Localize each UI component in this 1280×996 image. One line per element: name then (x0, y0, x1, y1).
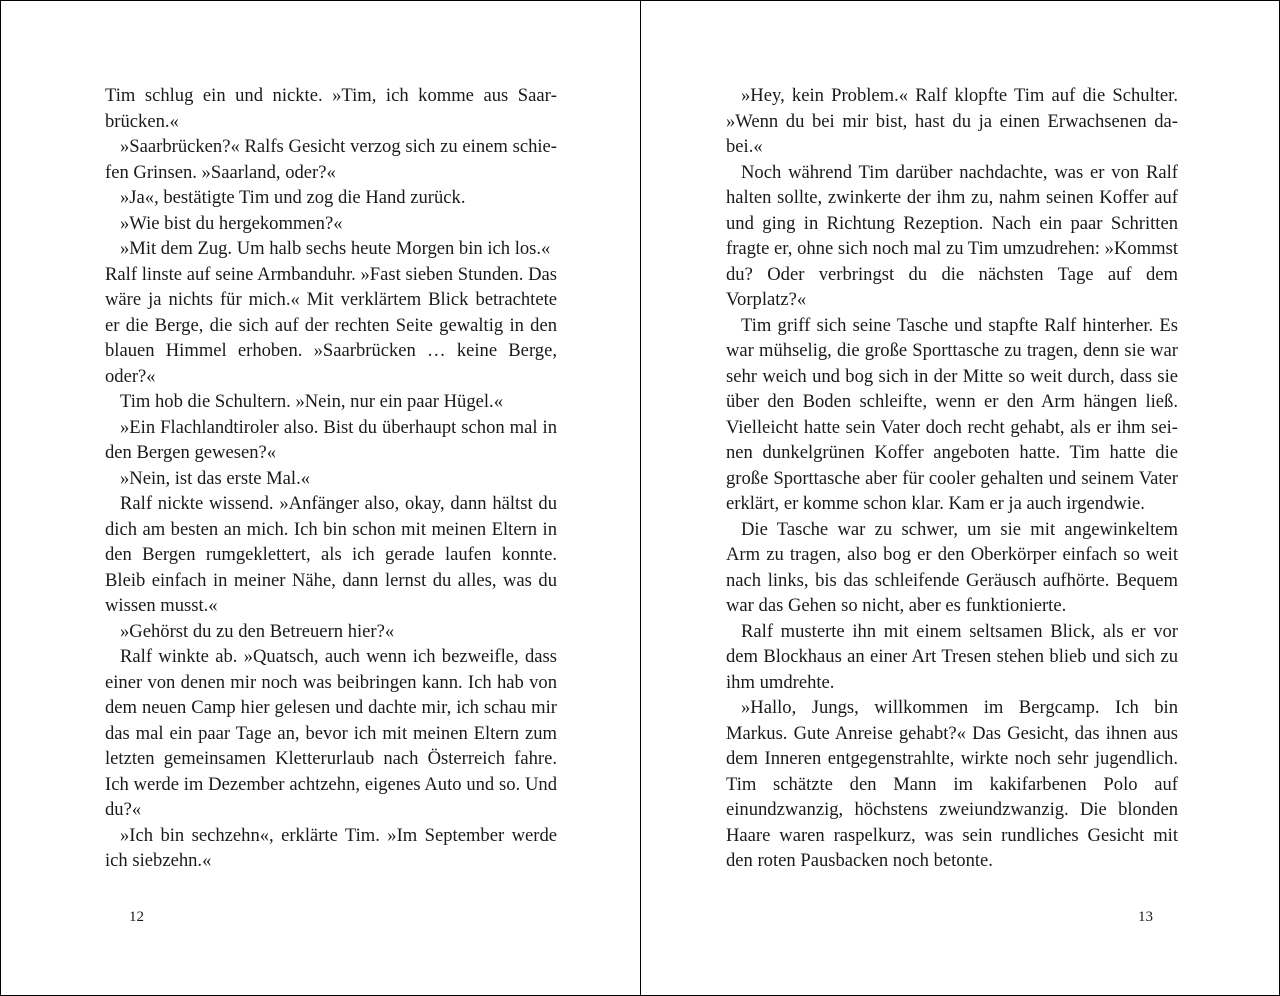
paragraph: »Wie bist du hergekommen?« (120, 212, 343, 234)
paragraph: Tim schlug ein und nickte. »Tim, ich komme aus Saarbrücken.« (105, 85, 557, 132)
paragraph: »Gehörst du zu den Betreuern hier?« (120, 620, 395, 642)
paragraph: Noch während Tim darüber nachdachte, was er von Ralf halten sollte, zwinkerte der ihm zu, nahm seinen Koffer auf und ging in Richtung Rezeption. Nach ein paar Schritten fragte er, ohne sich noch mal zu Tim umzudrehen: »Kommst du? Oder verbringst du die nächsten Tage auf dem Vorplatz?« (726, 161, 1178, 310)
right-page (640, 0, 1280, 996)
paragraph: »Ich bin sechzehn«, erklärte Tim. »Im September werde ich siebzehn.« (105, 824, 557, 871)
paragraph: »Mit dem Zug. Um halb sechs heute Morgen bin ich los.« (120, 238, 551, 259)
paragraph: Tim hob die Schultern. »Nein, nur ein paar Hügel.« (120, 391, 504, 412)
paragraph: Tim griff sich seine Tasche und stapfte Ralf hinterher. Es war mühselig, die große Sporttasche zu tragen, denn sie war sehr weich und bog sich in der Mitte so weit durch, dass sie über den Boden schleifte, wenn er den Arm hängen ließ. Vielleicht hatte sein Vater doch recht gehabt, als er ihm seinen dunkelgrünen Koffer angeboten hatte. Tim hatte die große Sporttasche aber für cooler gehalten und seinem Vater erklärt, er komme schon klar. Kam er ja auch irgendwie. (726, 314, 1178, 514)
paragraph: »Ein Flachlandtiroler also. Bist du überhaupt schon mal in den Bergen gewesen?« (105, 416, 557, 463)
paragraph: »Hey, kein Problem.« Ralf klopfte Tim auf die Schulter. »Wenn du bei mir bist, hast du ja einen Erwachsenen dabei.« (726, 85, 1178, 157)
paragraph: Ralf winkte ab. »Quatsch, auch wenn ich bezweifle, dass einer von denen mir noch was beibringen kann. Ich hab von dem neuen Camp hier gelesen und dachte mir, ich schau mir das mal ein paar Tage an, bevor ich mit meinen Eltern zum letzten gemeinsamen Kletterurlaub nach Österreich fahre. Ich werde im Dezember achtzehn, eigenes Auto und so. Und du?« (105, 646, 557, 820)
page-number: 13 (1138, 909, 1153, 925)
paragraph: Ralf nickte wissend. »Anfänger also, okay, dann hältst du dich am besten an mich. Ich bin schon mit meinen Eltern in den Bergen rumgeklettert, als ich gerade laufen konnte. Bleib einfach in meiner Nähe, dann lernst du alles, was du wissen musst.« (105, 493, 557, 616)
paragraph: »Ja«, bestätigte Tim und zog die Hand zurück. (120, 187, 466, 208)
page-number: 12 (129, 909, 144, 925)
paragraph: »Saarbrücken?« Ralfs Gesicht verzog sich zu einem schiefen Grinsen. »Saarland, oder?« (105, 136, 557, 183)
paragraph: Ralf linste auf seine Armbanduhr. »Fast sieben Stunden. Das wäre ja nichts für mich.« Mit verklärtem Blick betrachtete er die Berge, die sich auf der rechten Seite gewaltig in den blauen Himmel erhoben. »Saarbrücken … keine Berge, oder?« (105, 263, 557, 387)
left-page-text (105, 83, 557, 874)
right-page-text (726, 83, 1178, 874)
paragraph: Die Tasche war zu schwer, um sie mit angewinkeltem Arm zu tragen, also bog er den Oberkörper einfach so weit nach links, bis das schleifende Geräusch aufhörte. Bequem war das Gehen so nicht, aber es funktionierte. (726, 518, 1178, 616)
paragraph: Ralf musterte ihn mit einem seltsamen Blick, als er vor dem Blockhaus an einer Art Tresen stehen blieb und sich zu ihm umdrehte. (726, 620, 1178, 693)
paragraph: »Nein, ist das erste Mal.« (120, 467, 311, 489)
paragraph: »Hallo, Jungs, willkommen im Bergcamp. Ich bin Markus. Gute Anreise gehabt?« Das Gesicht, das ihnen aus dem Inneren entgegenstrahlte, wirkte noch sehr jugendlich. Tim schätzte den Mann im kakifarbenen Polo auf einundzwanzig, höchstens zweiundzwanzig. Die blonden Haare waren raspelkurz, was sein rundliches Gesicht mit den roten Pausbacken noch betonte. (726, 697, 1178, 871)
